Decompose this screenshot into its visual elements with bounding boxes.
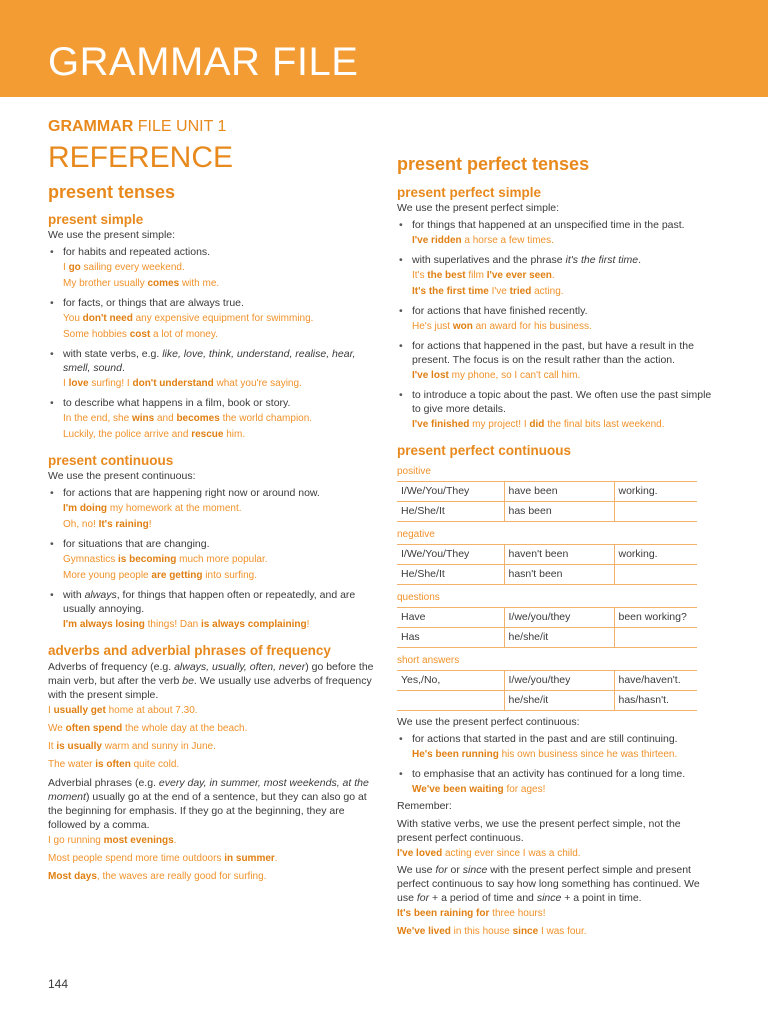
example: I love surfing! I don't understand what you're saying. xyxy=(63,378,302,390)
example: I go sailing every weekend. xyxy=(63,262,185,274)
present-perfect-tenses-heading: present perfect tenses xyxy=(397,154,590,174)
example: It's been raining for three hours! xyxy=(397,907,546,919)
unit-title-rest: FILE UNIT 1 xyxy=(137,118,227,135)
list-item: • to emphasise that an activity has continued for a long time. We've been waiting for ages! xyxy=(397,767,717,799)
list-item: • for actions that are happening right now or around now. I'm doing my homework at the moment. Oh, no! It's raining! xyxy=(48,486,378,534)
list-item: • to describe what happens in a film, book or story. In the end, she wins and becomes the world champion. Luckily, the police arrive and rescue him. xyxy=(48,396,378,444)
adverbs-paragraph: Adverbs of frequency (e.g. always, usually, often, never) go before the main verb, but after the verb be. We usually use adverbs of frequency with the present simple. xyxy=(48,660,374,701)
reference-title: REFERENCE xyxy=(48,141,234,174)
example: More young people are getting into surfing. xyxy=(63,570,258,582)
table-row: Yes,/No, I/we/you/they have/haven't. xyxy=(397,670,697,690)
example: Most days, the waves are really good for surfing. xyxy=(48,870,267,882)
example: We've been waiting for ages! xyxy=(412,783,546,795)
questions-table xyxy=(397,607,697,648)
unit-title xyxy=(48,118,378,136)
table-row: I/We/You/They have been working. xyxy=(397,481,697,501)
short-answers-label: short answers xyxy=(397,654,460,666)
positive-label: positive xyxy=(397,465,431,477)
list-item: • for situations that are changing. Gymnastics is becoming much more popular. More young people are getting into surfing. xyxy=(48,537,378,585)
unit-title-bold: GRAMMAR xyxy=(48,118,134,135)
list-item: • for habits and repeated actions. I go sailing every weekend. My brother usually comes with me. xyxy=(48,245,378,293)
example: I go running most evenings. xyxy=(48,834,177,846)
present-continuous-intro: We use the present continuous: xyxy=(48,470,196,483)
pps-list xyxy=(397,218,717,434)
example: I've lost my phone, so I can't call him. xyxy=(412,369,581,381)
present-perfect-continuous-heading: present perfect continuous xyxy=(397,442,572,458)
table-row: He/She/It has been xyxy=(397,501,697,521)
present-continuous-list xyxy=(48,486,378,634)
table-row: Has he/she/it xyxy=(397,627,697,647)
example: He's just won an award for his business. xyxy=(412,320,592,332)
example: I've ridden a horse a few times. xyxy=(412,234,554,246)
example: I usually get home at about 7.30. xyxy=(48,704,198,716)
pps-intro: We use the present perfect simple: xyxy=(397,201,560,214)
questions-label: questions xyxy=(397,591,440,603)
adverbial-phrases-paragraph: Adverbial phrases (e.g. every day, in summer, most weekends, at the moment) usually go at the end of a sentence, but they can also go at the beginning for emphasis. If they go at the beginning, they are followed by a comma. xyxy=(48,776,369,831)
list-item: • with superlatives and the phrase it's the first time. It's the best film I've ever seen. It's the first time I've tried acting. xyxy=(397,253,717,301)
right-column xyxy=(397,154,717,941)
table-row: Have I/we/you/they been working? xyxy=(397,607,697,627)
list-item: • for facts, or things that are always true. You don't need any expensive equipment for swimming. Some hobbies cost a lot of money. xyxy=(48,296,378,344)
banner-title: GRAMMAR FILE xyxy=(48,40,359,84)
present-simple-intro: We use the present simple: xyxy=(48,229,176,242)
list-item: • for actions that happened in the past, but have a result in the present. The focus is on the result rather than the action. I've lost my phone, so I can't call him. xyxy=(397,339,717,385)
short-answers-table xyxy=(397,670,697,711)
example: I'm always losing things! Dan is always complaining! xyxy=(63,619,310,631)
present-perfect-simple-heading: present perfect simple xyxy=(397,184,542,200)
example: Some hobbies cost a lot of money. xyxy=(63,329,218,341)
list-item: • for actions that started in the past and are still continuing. He's been running his own business since he was thirteen. xyxy=(397,732,717,764)
example: He's been running his own business since he was thirteen. xyxy=(412,748,678,760)
table-row: He/She/It hasn't been xyxy=(397,564,697,584)
example: In the end, she wins and becomes the world champion. xyxy=(63,413,313,425)
ppc-list xyxy=(397,732,717,799)
stative-paragraph: With stative verbs, we use the present perfect simple, not the present perfect continuous. xyxy=(397,817,681,844)
table-row: he/she/it has/hasn't. xyxy=(397,690,697,710)
negative-table xyxy=(397,544,697,585)
list-item: • for actions that have finished recently. He's just won an award for his business. xyxy=(397,304,717,336)
example: Most people spend more time outdoors in summer. xyxy=(48,852,278,864)
adverbs-heading: adverbs and adverbial phrases of frequency xyxy=(48,643,331,659)
present-continuous-heading: present continuous xyxy=(48,453,174,469)
left-column xyxy=(48,118,378,886)
positive-table xyxy=(397,481,697,522)
example: You don't need any expensive equipment for swimming. xyxy=(63,313,314,325)
list-item: • with always, for things that happen often or repeatedly, and are usually annoying. I'm always losing things! Dan is always complaining! xyxy=(48,588,378,634)
example: We often spend the whole day at the beach. xyxy=(48,722,248,734)
present-simple-heading: present simple xyxy=(48,212,144,228)
negative-label: negative xyxy=(397,528,435,540)
list-item: • with state verbs, e.g. like, love, think, understand, realise, hear, smell, sound. I love surfing! I don't understand what you're saying. xyxy=(48,347,378,393)
header-banner xyxy=(0,0,768,97)
page-number: 144 xyxy=(48,977,69,991)
example: I've loved acting ever since I was a child. xyxy=(397,847,581,859)
example: My brother usually comes with me. xyxy=(63,278,220,290)
example: I've finished my project! I did the final bits last weekend. xyxy=(412,418,665,430)
example: Oh, no! It's raining! xyxy=(63,519,152,531)
example: It's the best film I've ever seen. xyxy=(412,269,555,281)
table-row: I/We/You/They haven't been working. xyxy=(397,544,697,564)
remember-label: Remember: xyxy=(397,799,452,812)
example: The water is often quite cold. xyxy=(48,758,180,770)
example: We've lived in this house since I was four. xyxy=(397,925,587,937)
present-tenses-heading: present tenses xyxy=(48,181,176,202)
ppc-intro: We use the present perfect continuous: xyxy=(397,715,580,728)
example: Luckily, the police arrive and rescue him. xyxy=(63,429,246,441)
list-item: • for things that happened at an unspecified time in the past. I've ridden a horse a few times. xyxy=(397,218,717,250)
example: I'm doing my homework at the moment. xyxy=(63,503,242,515)
example: Gymnastics is becoming much more popular. xyxy=(63,554,268,566)
for-since-paragraph: We use for or since with the present perfect simple and present perfect continuous to say how long something has continued. We use for + a period of time and since + a point in time. xyxy=(397,863,700,904)
list-item: • to introduce a topic about the past. We often use the past simple to give more details. I've finished my project! I did the final bits last weekend. xyxy=(397,388,717,434)
example: It's the first time I've tried acting. xyxy=(412,285,564,297)
example: It is usually warm and sunny in June. xyxy=(48,740,216,752)
present-simple-list xyxy=(48,245,378,444)
